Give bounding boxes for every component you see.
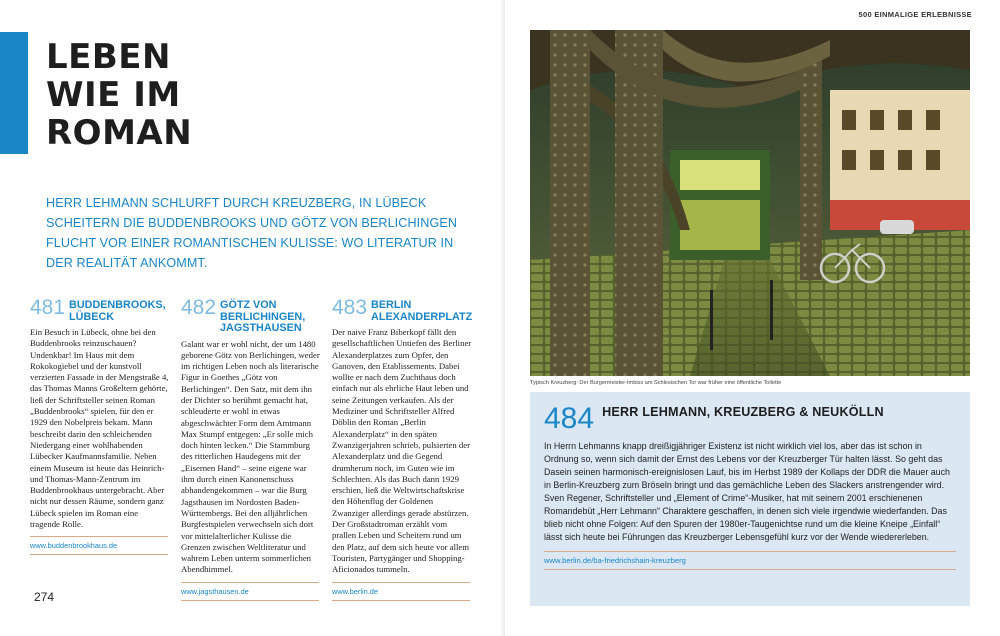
kreuzberg-photo bbox=[530, 30, 970, 376]
divider bbox=[544, 569, 956, 570]
entry-number: 483 bbox=[332, 296, 368, 319]
entry-link[interactable]: www.jagsthausen.de bbox=[181, 586, 249, 596]
entry-number: 482 bbox=[181, 296, 217, 319]
section-label: 500 EINMALIGE ERLEBNISSE bbox=[858, 10, 972, 19]
entry-number: 481 bbox=[30, 296, 66, 319]
feature-header bbox=[544, 404, 956, 434]
divider bbox=[30, 554, 168, 555]
photo-illustration bbox=[530, 30, 970, 376]
page-number: 274 bbox=[34, 590, 55, 604]
feature-box bbox=[530, 392, 970, 606]
divider bbox=[332, 600, 470, 601]
page-title: LEBEN WIE IM ROMAN bbox=[46, 37, 193, 153]
feature-title: HERR LEHMANN, KREUZBERG & NEUKÖLLN bbox=[602, 405, 884, 419]
entry-body: Ein Besuch in Lübeck, ohne bei den Buddenbrooks reinzuschauen? Undenkbar! Im Haus mit dem Rokokogiebel und der kunstvoll verzierten Fassade in der Mengstraße 4, das Thomas Manns Großeltern gehörte, ließ der Schriftsteller seinen Roman „Buddenbrooks“ spielen, für den er 1929 den Nobelpreis bekam. Mann beschreibt darin den schleichenden Niedergang einer wohlhabenden Lübecker Kaufmannsfamilie. Neben einem Museum ist heute das Heinrich- und Thomas-Mann-Zentrum im Buddenbrookhaus untergebracht. Aber nicht nur dessen Räume, sondern ganz Lübeck spielen im Roman eine tragende Rolle. bbox=[30, 327, 169, 530]
entry-title: BERLIN ALEXANDERPLATZ bbox=[371, 299, 473, 323]
entry-title: GÖTZ VON BERLICHINGEN, JAGSTHAUSEN bbox=[220, 299, 306, 334]
entry-483 bbox=[332, 297, 472, 601]
entry-header bbox=[181, 297, 321, 335]
entry-header bbox=[332, 297, 472, 323]
entry-body: Galant war er wohl nicht, der um 1480 geborene Götz von Berlichingen, weder im richtigen Leben noch als literarische Figur in Goethes „Götz von Berlichingen“. Den Satz, mit dem ihn der Dichter so berühmt gemacht hat, schleuderte er wohl in etwas abgeschwächter Form dem Amtmann Max Stumpf entgegen: „Er solle mich doch hinten lecken.“ Die Stammburg des ritterlichen Haudegens mit der „Eisernen Hand“ – seine eigene war ihm durch einen Kanonenschuss abhandengekommen – war die Burg Jagsthausen im Nordosten Baden-Württembergs. Bei den alljährlichen Burgfestspielen verwechseln sich dort vor mittelalterlicher Kulisse die Grenzen zwischen Weltliteratur und wahrem Leben unterm sommerlichen Abendhimmel. bbox=[181, 338, 320, 575]
entry-482 bbox=[181, 297, 321, 601]
entry-link[interactable]: www.berlin.de bbox=[332, 586, 379, 596]
intro-text: HERR LEHMANN SCHLURFT DURCH KREUZBERG, IN LÜBECK SCHEITERN DIE BUDDENBROOKS UND GÖTZ VON BERLICHINGEN FLUCHT VOR EINER ROMANTISCHEN KULISSE: WO LITERATUR IN DER REALITÄT ANKOMMT. bbox=[46, 196, 458, 270]
blue-tab-marker bbox=[0, 32, 28, 154]
photo-caption: Typisch Kreuzberg: Der Burgermeister-Imbiss am Schlesischen Tor war früher eine öffentliche Toilette bbox=[530, 380, 782, 386]
feature-body: In Herrn Lehmanns knapp dreißigjähriger Existenz ist nicht wirklich viel los, aber das ist schon in Ordnung so, wenn sich damit der Ernst des Lebens vor der Kreuzberger Tür halten lässt. So geht das Dasein seinen harmonisch-ereignislosen Lauf, bis im Herbst 1989 der Kollaps der DDR die Mauer auch in Berlin-Kreuzberg zum Bröseln bringt und das gemächliche Leben des Slackers anstrengender wird. Sven Regener, Schriftsteller und „Element of Crime“-Musiker, hat mit seinem 2001 erschienenen Romandebüt „Herr Lehmann“ Charaktere geschaffen, in denen sich viele irgendwie wiederfanden. Das blieb nicht ohne Folgen: Auf den Spuren der 1980er-Taugenichtse rund um die kleine Kneipe „Einfall“ lässt sich heute bei Führungen das Kreuzberger Lebensgefühl kurz vor der Wende wiedererleben. bbox=[544, 441, 950, 542]
entry-title: BUDDENBROOKS, LÜBECK bbox=[69, 299, 166, 323]
entry-link[interactable]: www.buddenbrookhaus.de bbox=[30, 541, 118, 551]
entry-body: Der naive Franz Biberkopf fällt den gesellschaftlichen Untiefen des Berliner Alexanderplatzes zum Opfer, den Ganoven, den Etablissements. Dabei wollte er nach dem Zuchthaus doch einfach nur als ehrliche Haut leben und seine Zeitungen verkaufen. Als der Mediziner und Schriftsteller Alfred Döblin den Roman „Berlin Alexanderplatz“ in den späten Zwanzigerjahren schrieb, pulsierten der Alexanderplatz und die Gegend drumherum noch, im Guten wie im Schlechten. Als das Buch dann 1929 erschien, ließ die Weltwirtschaftskrise den Höhenflug der Goldenen Zwanziger allerdings gerade abstürzen. Der Großstadtroman erzählt vom prallen Leben und Scheitern rund um den Platz, auf dem sich heute vor allem Touristen, Partygänger und Shopping-Aficionados tummeln. bbox=[332, 327, 472, 575]
entry-481 bbox=[30, 297, 170, 555]
entry-header bbox=[30, 297, 170, 323]
feature-link[interactable]: www.berlin.de/ba-friedrichshain-kreuzberg bbox=[544, 556, 686, 565]
divider bbox=[181, 600, 319, 601]
feature-number: 484 bbox=[544, 402, 595, 435]
